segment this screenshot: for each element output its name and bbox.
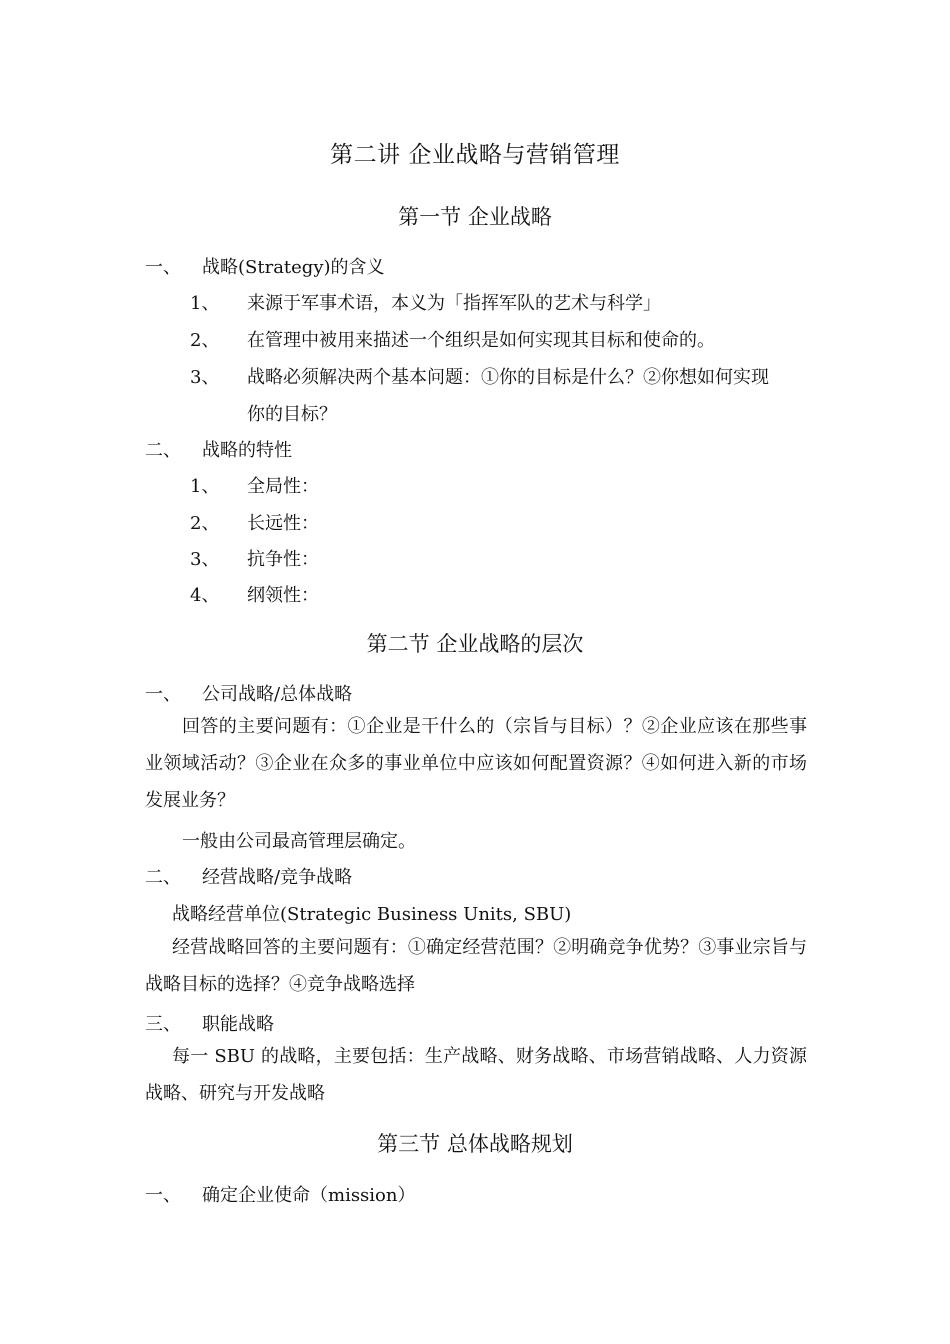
list-item: 长远性： [247,513,319,534]
section-heading-2: 第二节 企业战略的层次 [366,632,584,656]
list-item: 在管理中被用来描述一个组织是如何实现其目标和使命的。 [247,330,715,351]
outline-number: 二、 [145,440,181,461]
document-title: 第二讲 企业战略与营销管理 [330,142,620,168]
outline-heading: 职能战略 [202,1014,274,1035]
outline-number: 一、 [145,257,181,278]
paragraph: 回答的主要问题有：①企业是干什么的（宗旨与目标）？②企业应该在那些事业领域活动？③企业在众多的事业单位中应该如何配置资源？④如何进入新的市场发展业务？ [145,716,807,811]
list-item: 全局性： [247,476,319,497]
list-number: 2、 [190,330,220,351]
list-number: 2、 [190,513,220,534]
section-heading-3: 第三节 总体战略规划 [377,1132,573,1156]
paragraph: 经营战略回答的主要问题有：①确定经营范围？②明确竞争优势？③事业宗旨与战略目标的选择？④竞争战略选择 [145,937,807,995]
outline-number: 一、 [145,684,181,705]
outline-number: 三、 [145,1014,181,1035]
outline-heading: 经营战略/竞争战略 [202,867,353,888]
list-number: 3、 [190,367,220,388]
list-item: 纲领性： [247,585,319,606]
list-item-continuation: 你的目标？ [247,404,337,425]
outline-heading: 公司战略/总体战略 [202,684,353,705]
list-number: 4、 [190,585,220,606]
outline-heading: 战略(Strategy)的含义 [202,257,385,278]
section-heading-1: 第一节 企业战略 [398,205,552,229]
list-number: 1、 [190,476,220,497]
paragraph: 一般由公司最高管理层确定。 [182,831,416,852]
paragraph: 每一 SBU 的战略，主要包括：生产战略、财务战略、市场营销战略、人力资源战略、研究与开发战略 [145,1046,807,1104]
outline-number: 一、 [145,1185,181,1206]
outline-number: 二、 [145,867,181,888]
list-number: 3、 [190,549,220,570]
list-item: 抗争性： [247,549,319,570]
outline-heading: 战略的特性 [202,440,292,461]
paragraph: 战略经营单位(Strategic Business Units, SBU) [172,904,572,925]
list-item: 战略必须解决两个基本问题：①你的目标是什么？②你想如何实现 [247,367,769,388]
list-item: 来源于军事术语，本义为「指挥军队的艺术与科学」 [247,293,661,314]
outline-heading: 确定企业使命（mission） [202,1185,416,1206]
list-number: 1、 [190,293,220,314]
